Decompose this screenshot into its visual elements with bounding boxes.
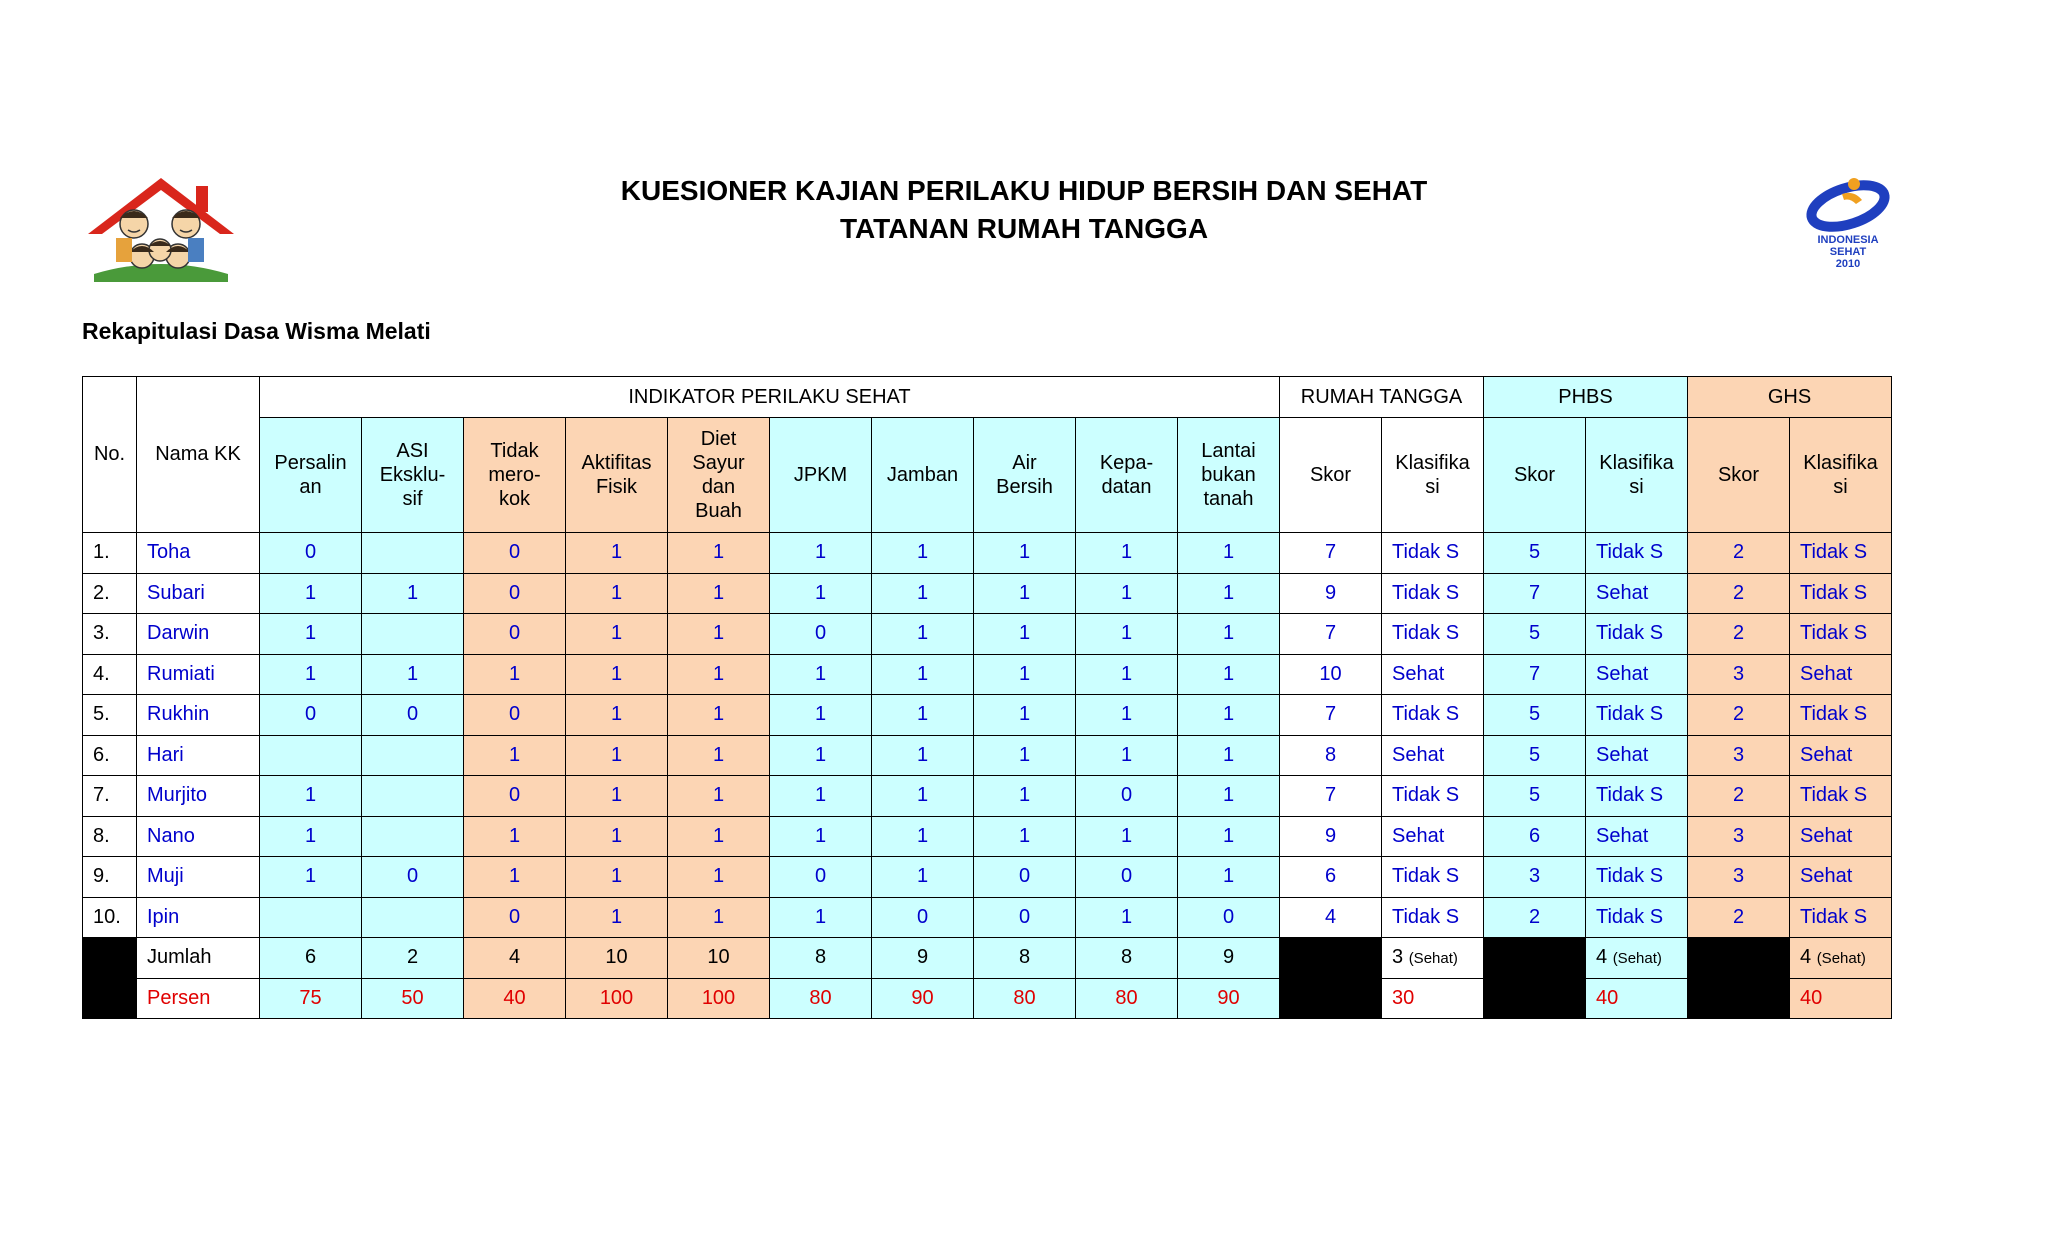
data-cell: 7 <box>1280 695 1382 736</box>
data-cell: Sehat <box>1790 857 1892 898</box>
data-cell <box>362 776 464 817</box>
data-cell: Sehat <box>1382 654 1484 695</box>
data-cell: 0 <box>1076 857 1178 898</box>
data-cell: 1 <box>668 735 770 776</box>
percent-classification: 40 <box>1586 978 1688 1019</box>
data-cell: 1 <box>566 897 668 938</box>
percent-cell: 40 <box>464 978 566 1019</box>
recap-table <box>82 376 1892 1019</box>
column-header <box>566 418 668 533</box>
data-cell: 1 <box>1178 857 1280 898</box>
column-header <box>770 418 872 533</box>
total-classification <box>1586 938 1688 979</box>
data-cell: 5 <box>1484 695 1586 736</box>
data-cell: 0 <box>872 897 974 938</box>
column-header <box>1178 418 1280 533</box>
total-cell: 4 <box>464 938 566 979</box>
data-cell: 9 <box>1280 573 1382 614</box>
header-indikator: INDIKATOR PERILAKU SEHAT <box>260 377 1280 418</box>
header-phbs: PHBS <box>1484 377 1688 418</box>
row-name: Muji <box>137 857 260 898</box>
data-cell: Tidak S <box>1382 533 1484 574</box>
column-header-line: Klasifika <box>1395 452 1470 474</box>
data-cell: 2 <box>1688 695 1790 736</box>
column-header-line: datan <box>1101 476 1152 498</box>
black-cell <box>83 978 137 1019</box>
data-cell: 1 <box>668 776 770 817</box>
data-cell: Tidak S <box>1382 897 1484 938</box>
table-row <box>83 897 1892 938</box>
data-cell <box>260 735 362 776</box>
column-header-line: bukan <box>1201 464 1256 486</box>
title-line-2: TATANAN RUMAH TANGGA <box>839 213 1209 244</box>
header-nama-kk: Nama KK <box>137 377 260 533</box>
total-note: (Sehat) <box>1408 950 1458 968</box>
total-count: 4 <box>1596 946 1613 969</box>
data-cell: Sehat <box>1586 735 1688 776</box>
row-name: Rumiati <box>137 654 260 695</box>
percent-cell: 80 <box>1076 978 1178 1019</box>
data-cell: 6 <box>1484 816 1586 857</box>
data-cell: 1 <box>974 776 1076 817</box>
column-header-line: Fisik <box>595 476 638 498</box>
data-cell: 1 <box>770 897 872 938</box>
header-ghs: GHS <box>1688 377 1892 418</box>
data-cell: Tidak S <box>1586 897 1688 938</box>
column-header-line: Klasifika <box>1803 452 1878 474</box>
data-cell: 1 <box>464 857 566 898</box>
column-header-line: Aktifitas <box>581 452 652 474</box>
column-header-line: ASI <box>396 440 429 462</box>
row-number: 3. <box>83 614 137 655</box>
data-cell: 1 <box>668 654 770 695</box>
row-name: Nano <box>137 816 260 857</box>
column-header <box>1484 418 1586 533</box>
total-count: 4 <box>1800 946 1817 969</box>
data-cell: 7 <box>1484 654 1586 695</box>
table-row <box>83 735 1892 776</box>
total-count: 3 <box>1392 946 1409 969</box>
recap-subtitle: Rekapitulasi Dasa Wisma Melati <box>82 318 431 344</box>
data-cell: 9 <box>1280 816 1382 857</box>
column-header-line: Eksklu- <box>379 464 446 486</box>
data-cell: Tidak S <box>1586 614 1688 655</box>
column-header-line: si <box>1629 476 1644 498</box>
data-cell: 1 <box>974 573 1076 614</box>
black-cell <box>83 938 137 979</box>
data-cell: 1 <box>770 695 872 736</box>
column-header <box>872 418 974 533</box>
data-cell: Tidak S <box>1382 776 1484 817</box>
data-cell: 4 <box>1280 897 1382 938</box>
data-cell: 1 <box>770 533 872 574</box>
total-note: (Sehat) <box>1612 950 1662 968</box>
data-cell: 1 <box>1076 735 1178 776</box>
data-cell: 2 <box>1688 897 1790 938</box>
column-header <box>1382 418 1484 533</box>
column-header <box>1586 418 1688 533</box>
data-cell: 0 <box>770 857 872 898</box>
data-cell: 1 <box>1076 816 1178 857</box>
data-cell: Tidak S <box>1790 533 1892 574</box>
data-cell: 1 <box>770 816 872 857</box>
data-cell: 7 <box>1280 776 1382 817</box>
data-cell: Sehat <box>1382 735 1484 776</box>
table-row <box>83 654 1892 695</box>
table-row <box>83 776 1892 817</box>
total-cell: 2 <box>362 938 464 979</box>
data-cell: 1 <box>770 735 872 776</box>
data-cell: 1 <box>1178 654 1280 695</box>
data-cell: 1 <box>770 573 872 614</box>
data-cell: 0 <box>974 897 1076 938</box>
column-header-line: Diet <box>700 428 737 450</box>
data-cell: 1 <box>668 695 770 736</box>
data-cell: 1 <box>1076 654 1178 695</box>
data-cell: 0 <box>770 614 872 655</box>
column-header-line: si <box>1425 476 1440 498</box>
data-cell: 1 <box>1178 533 1280 574</box>
column-header-line: Persalin <box>274 452 347 474</box>
row-name: Hari <box>137 735 260 776</box>
data-cell: 1 <box>566 695 668 736</box>
data-cell: 1 <box>566 533 668 574</box>
column-header <box>668 418 770 533</box>
data-cell: Tidak S <box>1586 857 1688 898</box>
data-cell: 1 <box>260 776 362 817</box>
column-header-line: sif <box>402 488 423 510</box>
data-cell: 1 <box>872 573 974 614</box>
data-cell: 1 <box>1076 897 1178 938</box>
data-cell: 1 <box>260 654 362 695</box>
column-header-line: si <box>1833 476 1848 498</box>
data-cell: Tidak S <box>1790 695 1892 736</box>
data-cell: 1 <box>668 897 770 938</box>
percent-classification: 40 <box>1790 978 1892 1019</box>
data-cell: Tidak S <box>1382 857 1484 898</box>
column-header <box>260 418 362 533</box>
column-header-line: mero- <box>488 464 541 486</box>
title-line-1: KUESIONER KAJIAN PERILAKU HIDUP BERSIH DAN SEHAT <box>620 175 1428 206</box>
row-number: 9. <box>83 857 137 898</box>
data-cell: 0 <box>362 695 464 736</box>
data-cell: 1 <box>974 654 1076 695</box>
percent-row <box>83 978 1892 1019</box>
column-header <box>362 418 464 533</box>
percent-cell: 50 <box>362 978 464 1019</box>
data-cell <box>260 897 362 938</box>
percent-label: Persen <box>137 978 260 1019</box>
data-cell: 1 <box>668 614 770 655</box>
data-cell: Tidak S <box>1586 533 1688 574</box>
data-cell: 1 <box>464 735 566 776</box>
data-cell: 7 <box>1280 533 1382 574</box>
total-classification <box>1790 938 1892 979</box>
column-header-line: Bersih <box>996 476 1053 498</box>
row-name: Subari <box>137 573 260 614</box>
data-cell: 1 <box>260 614 362 655</box>
row-name: Toha <box>137 533 260 574</box>
row-number: 4. <box>83 654 137 695</box>
data-cell <box>362 614 464 655</box>
column-header <box>1076 418 1178 533</box>
data-cell: 1 <box>566 735 668 776</box>
column-header-line: JPKM <box>793 464 848 486</box>
row-name: Murjito <box>137 776 260 817</box>
data-cell: 1 <box>1076 695 1178 736</box>
data-cell: 2 <box>1688 533 1790 574</box>
data-cell: 1 <box>974 735 1076 776</box>
data-cell: 1 <box>668 573 770 614</box>
data-cell: 0 <box>464 573 566 614</box>
percent-cell: 100 <box>668 978 770 1019</box>
data-cell: 1 <box>872 614 974 655</box>
logo-text-sehat: SEHAT <box>1829 246 1867 258</box>
column-header <box>464 418 566 533</box>
black-cell <box>1484 938 1586 979</box>
data-cell: 1 <box>566 614 668 655</box>
data-cell: 3 <box>1688 857 1790 898</box>
data-cell: 1 <box>872 654 974 695</box>
column-header <box>1790 418 1892 533</box>
data-cell: Tidak S <box>1382 695 1484 736</box>
data-cell: Sehat <box>1586 816 1688 857</box>
percent-cell: 100 <box>566 978 668 1019</box>
data-cell: 10 <box>1280 654 1382 695</box>
table-row <box>83 816 1892 857</box>
table-row <box>83 695 1892 736</box>
data-cell: Tidak S <box>1586 776 1688 817</box>
data-cell: 1 <box>770 654 872 695</box>
data-cell <box>362 735 464 776</box>
data-cell: Sehat <box>1790 735 1892 776</box>
data-cell: 0 <box>260 533 362 574</box>
column-header-line: kok <box>498 488 531 510</box>
data-cell: 1 <box>770 776 872 817</box>
row-name: Ipin <box>137 897 260 938</box>
data-cell: 3 <box>1688 654 1790 695</box>
data-cell: 1 <box>1076 573 1178 614</box>
percent-classification: 30 <box>1382 978 1484 1019</box>
header-rumah-tangga: RUMAH TANGGA <box>1280 377 1484 418</box>
total-note: (Sehat) <box>1816 950 1866 968</box>
total-label: Jumlah <box>137 938 260 979</box>
column-header-line: Air <box>1012 452 1037 474</box>
data-cell: Tidak S <box>1382 573 1484 614</box>
total-cell: 6 <box>260 938 362 979</box>
data-cell: 1 <box>668 816 770 857</box>
data-cell: Sehat <box>1586 573 1688 614</box>
data-cell: 1 <box>1178 735 1280 776</box>
column-header-line: dan <box>701 476 736 498</box>
data-cell: 1 <box>974 614 1076 655</box>
header-no: No. <box>83 377 137 533</box>
data-cell: 0 <box>260 695 362 736</box>
data-cell: 1 <box>1178 776 1280 817</box>
column-header-line: Jamban <box>886 464 959 486</box>
black-cell <box>1688 938 1790 979</box>
logo-text-year: 2010 <box>1835 258 1861 270</box>
data-cell: 1 <box>566 573 668 614</box>
data-cell: 0 <box>362 857 464 898</box>
data-cell: Tidak S <box>1790 614 1892 655</box>
total-classification <box>1382 938 1484 979</box>
data-cell: 1 <box>260 816 362 857</box>
data-cell <box>362 816 464 857</box>
total-row <box>83 938 1892 979</box>
column-header-line: Tidak <box>490 440 539 462</box>
data-cell: 1 <box>1178 695 1280 736</box>
data-cell: 1 <box>974 533 1076 574</box>
data-cell: 1 <box>260 857 362 898</box>
data-cell: 2 <box>1688 776 1790 817</box>
total-cell: 8 <box>770 938 872 979</box>
table-row <box>83 614 1892 655</box>
page-title <box>0 172 2048 248</box>
data-cell: 0 <box>464 695 566 736</box>
column-header-line: an <box>299 476 322 498</box>
row-name: Darwin <box>137 614 260 655</box>
row-number: 1. <box>83 533 137 574</box>
data-cell: 0 <box>464 533 566 574</box>
column-header <box>1280 418 1382 533</box>
data-cell: 0 <box>974 857 1076 898</box>
percent-cell: 80 <box>770 978 872 1019</box>
column-header-line: Skor <box>1309 464 1352 486</box>
data-cell: 3 <box>1688 816 1790 857</box>
data-cell: 1 <box>872 857 974 898</box>
table-row <box>83 857 1892 898</box>
data-cell: 0 <box>464 614 566 655</box>
row-number: 7. <box>83 776 137 817</box>
logo-text-indonesia: INDONESIA <box>1817 234 1879 246</box>
data-cell: 2 <box>1484 897 1586 938</box>
data-cell: 1 <box>974 816 1076 857</box>
table-row <box>83 533 1892 574</box>
data-cell: 1 <box>260 573 362 614</box>
data-cell: 7 <box>1280 614 1382 655</box>
data-cell: 1 <box>872 533 974 574</box>
data-cell <box>362 897 464 938</box>
data-cell: Sehat <box>1586 654 1688 695</box>
data-cell: Tidak S <box>1382 614 1484 655</box>
data-cell: 1 <box>1178 816 1280 857</box>
data-cell: Tidak S <box>1790 776 1892 817</box>
data-cell: 0 <box>1178 897 1280 938</box>
data-cell: 5 <box>1484 533 1586 574</box>
data-cell: 1 <box>974 695 1076 736</box>
data-cell: 1 <box>464 816 566 857</box>
data-cell: 0 <box>1076 776 1178 817</box>
data-cell: 3 <box>1484 857 1586 898</box>
data-cell: Tidak S <box>1586 695 1688 736</box>
data-cell: 1 <box>668 857 770 898</box>
data-cell: 1 <box>566 816 668 857</box>
data-cell: 2 <box>1688 614 1790 655</box>
data-cell: 6 <box>1280 857 1382 898</box>
column-header <box>1688 418 1790 533</box>
data-cell: Tidak S <box>1790 897 1892 938</box>
total-cell: 10 <box>668 938 770 979</box>
row-number: 10. <box>83 897 137 938</box>
data-cell: 2 <box>1688 573 1790 614</box>
data-cell: 8 <box>1280 735 1382 776</box>
data-cell: 1 <box>872 776 974 817</box>
data-cell: 1 <box>1178 614 1280 655</box>
column-header-line: Klasifika <box>1599 452 1674 474</box>
data-cell: 5 <box>1484 614 1586 655</box>
data-cell: 5 <box>1484 735 1586 776</box>
column-header <box>974 418 1076 533</box>
total-cell: 9 <box>1178 938 1280 979</box>
column-header-line: tanah <box>1203 488 1254 510</box>
row-number: 6. <box>83 735 137 776</box>
total-cell: 8 <box>1076 938 1178 979</box>
column-header-line: Sayur <box>692 452 745 474</box>
data-cell: 1 <box>362 654 464 695</box>
data-cell: 1 <box>872 816 974 857</box>
black-cell <box>1280 978 1382 1019</box>
data-cell: 1 <box>566 654 668 695</box>
black-cell <box>1280 938 1382 979</box>
data-cell: 1 <box>464 654 566 695</box>
data-cell: 1 <box>1076 614 1178 655</box>
percent-cell: 80 <box>974 978 1076 1019</box>
data-cell: 7 <box>1484 573 1586 614</box>
table-row <box>83 573 1892 614</box>
data-cell: Tidak S <box>1790 573 1892 614</box>
data-cell: Sehat <box>1790 816 1892 857</box>
black-cell <box>1484 978 1586 1019</box>
percent-cell: 75 <box>260 978 362 1019</box>
data-cell: Sehat <box>1382 816 1484 857</box>
column-header-line: Lantai <box>1201 440 1256 462</box>
data-cell: 0 <box>464 776 566 817</box>
data-cell: 3 <box>1688 735 1790 776</box>
data-cell: 1 <box>566 776 668 817</box>
column-header-line: Buah <box>695 500 742 522</box>
total-cell: 9 <box>872 938 974 979</box>
data-cell: 0 <box>464 897 566 938</box>
column-header-line: Kepa- <box>1099 452 1154 474</box>
data-cell: 1 <box>1178 573 1280 614</box>
percent-cell: 90 <box>872 978 974 1019</box>
data-cell: Sehat <box>1790 654 1892 695</box>
total-cell: 8 <box>974 938 1076 979</box>
black-cell <box>1688 978 1790 1019</box>
data-cell: 1 <box>872 735 974 776</box>
total-cell: 10 <box>566 938 668 979</box>
data-cell: 1 <box>362 573 464 614</box>
column-header-line: Skor <box>1513 464 1556 486</box>
row-number: 2. <box>83 573 137 614</box>
data-cell: 5 <box>1484 776 1586 817</box>
row-number: 8. <box>83 816 137 857</box>
column-header-line: Skor <box>1717 464 1760 486</box>
data-cell: 1 <box>1076 533 1178 574</box>
data-cell <box>362 533 464 574</box>
data-cell: 1 <box>566 857 668 898</box>
row-name: Rukhin <box>137 695 260 736</box>
data-cell: 1 <box>668 533 770 574</box>
percent-cell: 90 <box>1178 978 1280 1019</box>
row-number: 5. <box>83 695 137 736</box>
data-cell: 1 <box>872 695 974 736</box>
